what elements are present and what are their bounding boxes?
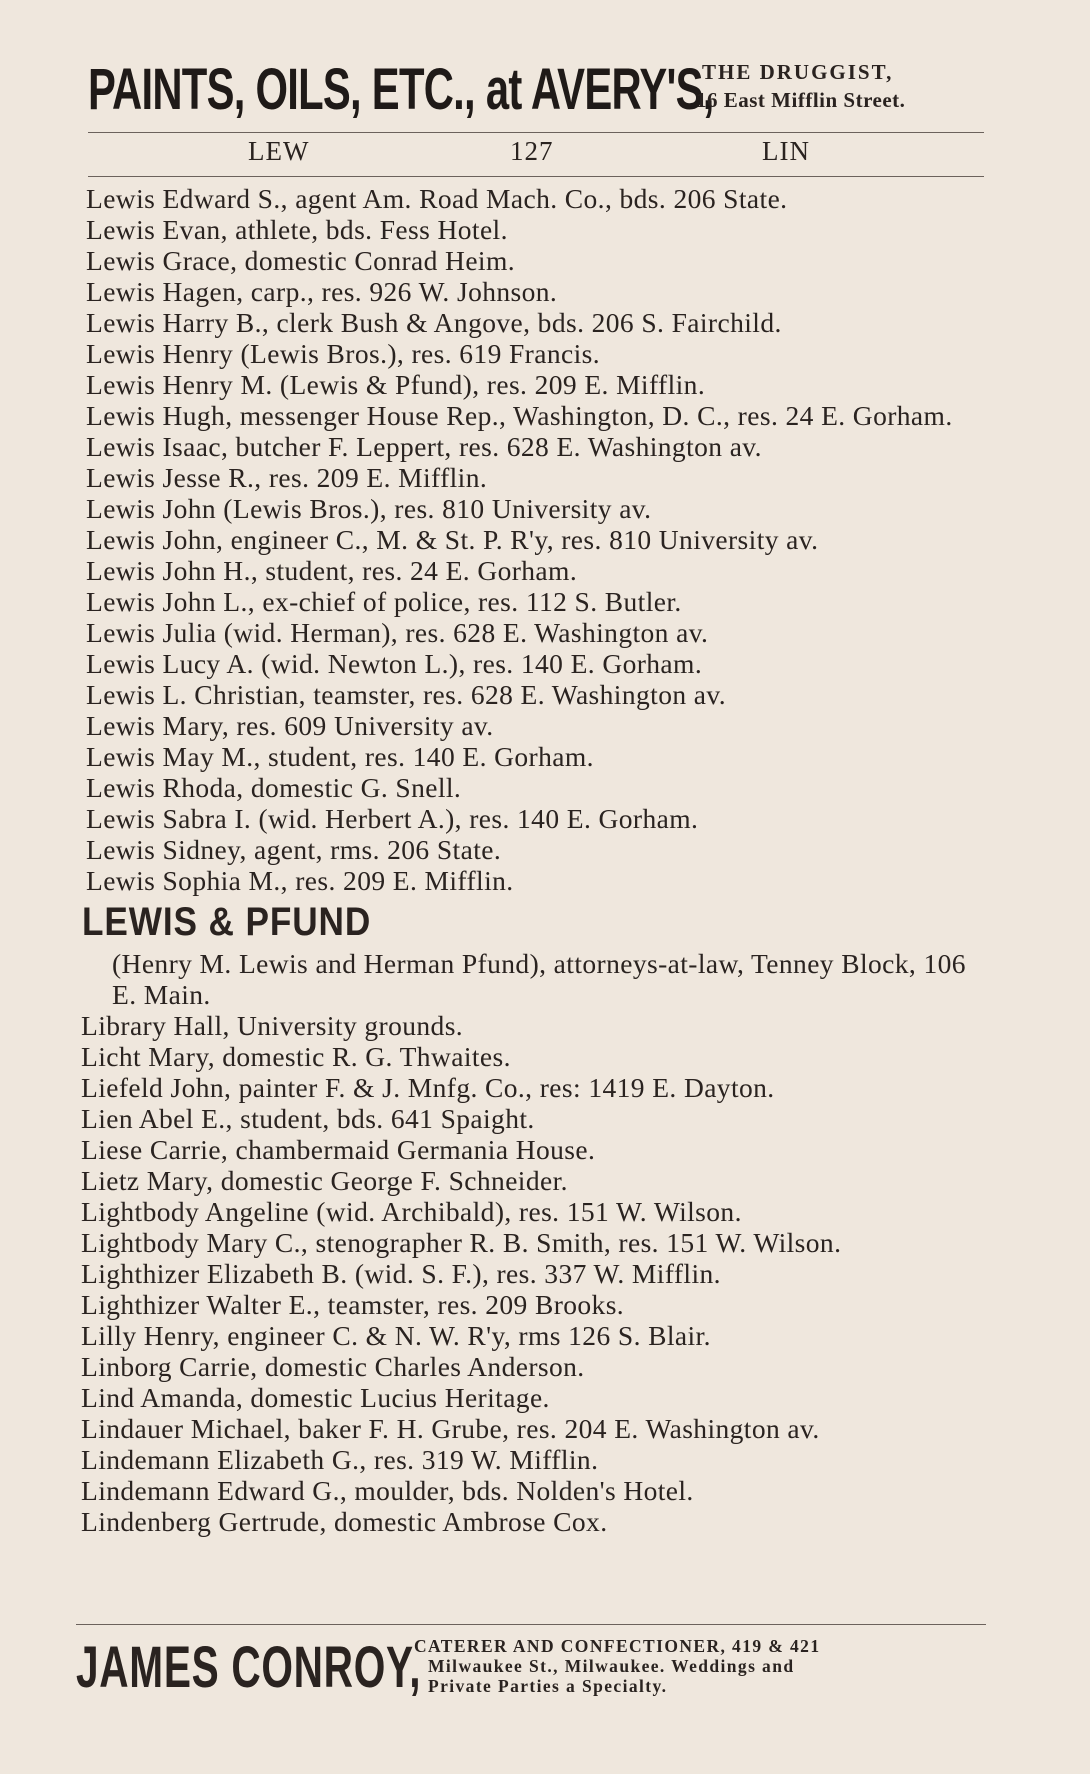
directory-entry: Lighthizer Elizabeth B. (wid. S. F.), res. 337 W. Mifflin.: [81, 1258, 721, 1289]
running-head-left: LEW: [248, 136, 310, 166]
directory-entry: Lewis John, engineer C., M. & St. P. R'y, res. 810 University av.: [86, 524, 819, 555]
directory-entry: Lightbody Angeline (wid. Archibald), res. 151 W. Wilson.: [81, 1196, 742, 1227]
directory-entry: Lilly Henry, engineer C. & N. W. R'y, rms 126 S. Blair.: [81, 1320, 711, 1351]
directory-entry: Lewis May M., student, res. 140 E. Gorham.: [86, 741, 594, 772]
directory-entry: Lewis Edward S., agent Am. Road Mach. Co., bds. 206 State.: [86, 183, 788, 214]
directory-entry: Lewis Hugh, messenger House Rep., Washington, D. C., res. 24 E. Gorham.: [86, 400, 953, 431]
entries-list-b: [81, 1010, 996, 1537]
directory-entry: Lietz Mary, domestic George F. Schneider.: [81, 1165, 568, 1196]
page-number: 127: [510, 136, 554, 166]
directory-entry: Lewis Evan, athlete, bds. Fess Hotel.: [86, 214, 508, 245]
bottom-ad-line-3: Private Parties a Specialty.: [428, 1676, 668, 1696]
directory-entry: Lindemann Elizabeth G., res. 319 W. Mifflin.: [81, 1444, 599, 1475]
directory-entry: Lewis Henry (Lewis Bros.), res. 619 Francis.: [86, 338, 601, 369]
entries-list-a: [86, 183, 996, 896]
header-rule-bottom: [88, 176, 984, 177]
directory-entry: Lewis Sabra I. (wid. Herbert A.), res. 140 E. Gorham.: [86, 803, 699, 834]
top-ad-line-1: THE DRUGGIST,: [702, 60, 894, 84]
directory-entry: Lien Abel E., student, bds. 641 Spaight.: [81, 1103, 535, 1134]
top-ad-headline: PAINTS, OILS, ETC., at AVERY'S,: [88, 57, 714, 122]
footer-rule: [76, 1624, 986, 1625]
directory-entry: Lightbody Mary C., stenographer R. B. Smith, res. 151 W. Wilson.: [81, 1227, 842, 1258]
directory-entry: Lewis John H., student, res. 24 E. Gorham.: [86, 555, 578, 586]
top-ad-line-2: 16 East Mifflin Street.: [696, 88, 906, 112]
directory-entry: Lighthizer Walter E., teamster, res. 209 Brooks.: [81, 1289, 625, 1320]
directory-entry: Lewis Mary, res. 609 University av.: [86, 710, 494, 741]
bottom-ad-headline: JAMES CONROY,: [76, 1635, 422, 1700]
directory-entry: Lind Amanda, domestic Lucius Heritage.: [81, 1382, 550, 1413]
firm-heading: LEWIS & PFUND: [82, 900, 372, 944]
bottom-ad-text: [414, 1636, 820, 1696]
directory-entry: Licht Mary, domestic R. G. Thwaites.: [81, 1041, 511, 1072]
top-ad-address: [696, 58, 905, 114]
directory-entry: Lindenberg Gertrude, domestic Ambrose Cox.: [81, 1506, 608, 1537]
directory-entry: Lewis Henry M. (Lewis & Pfund), res. 209 E. Mifflin.: [86, 369, 706, 400]
directory-entry: Lindauer Michael, baker F. H. Grube, res. 204 E. Washington av.: [81, 1413, 820, 1444]
running-head-right: LIN: [762, 136, 810, 166]
firm-description: (Henry M. Lewis and Herman Pfund), attorneys-at-law, Tenney Block, 106 E. Main.: [112, 948, 966, 1010]
top-advertisement: [88, 50, 988, 130]
directory-entry: Lewis Hagen, carp., res. 926 W. Johnson.: [86, 276, 558, 307]
directory-entry: Lewis Grace, domestic Conrad Heim.: [86, 245, 516, 276]
directory-entry: Lindemann Edward G., moulder, bds. Nolden's Hotel.: [81, 1475, 694, 1506]
directory-entry: Lewis Lucy A. (wid. Newton L.), res. 140 E. Gorham.: [86, 648, 703, 679]
directory-entry: Lewis Rhoda, domestic G. Snell.: [86, 772, 462, 803]
directory-entry: Lewis Isaac, butcher F. Leppert, res. 628 E. Washington av.: [86, 431, 762, 462]
directory-entry: Liese Carrie, chambermaid Germania House.: [81, 1134, 596, 1165]
directory-entry: Liefeld John, painter F. & J. Mnfg. Co., res: 1419 E. Dayton.: [81, 1072, 775, 1103]
bottom-advertisement: [76, 1634, 986, 1700]
directory-entry: Lewis John L., ex-chief of police, res. 112 S. Butler.: [86, 586, 682, 617]
directory-entry: Lewis Sophia M., res. 209 E. Mifflin.: [86, 865, 514, 896]
directory-entry: Lewis Jesse R., res. 209 E. Mifflin.: [86, 462, 488, 493]
directory-entry: Lewis L. Christian, teamster, res. 628 E. Washington av.: [86, 679, 727, 710]
header-rule-top: [88, 132, 984, 133]
bottom-ad-line-2: Milwaukee St., Milwaukee. Weddings and: [428, 1656, 795, 1676]
directory-entry: Lewis Harry B., clerk Bush & Angove, bds. 206 S. Fairchild.: [86, 307, 782, 338]
directory-entry: Linborg Carrie, domestic Charles Anderson.: [81, 1351, 585, 1382]
directory-entries: [81, 183, 996, 1537]
directory-entry: Library Hall, University grounds.: [81, 1010, 464, 1041]
directory-entry: Lewis John (Lewis Bros.), res. 810 University av.: [86, 493, 652, 524]
directory-entry: Lewis Julia (wid. Herman), res. 628 E. Washington av.: [86, 617, 709, 648]
bottom-ad-line-1: CATERER AND CONFECTIONER, 419 & 421: [414, 1636, 821, 1656]
directory-entry: Lewis Sidney, agent, rms. 206 State.: [86, 834, 502, 865]
